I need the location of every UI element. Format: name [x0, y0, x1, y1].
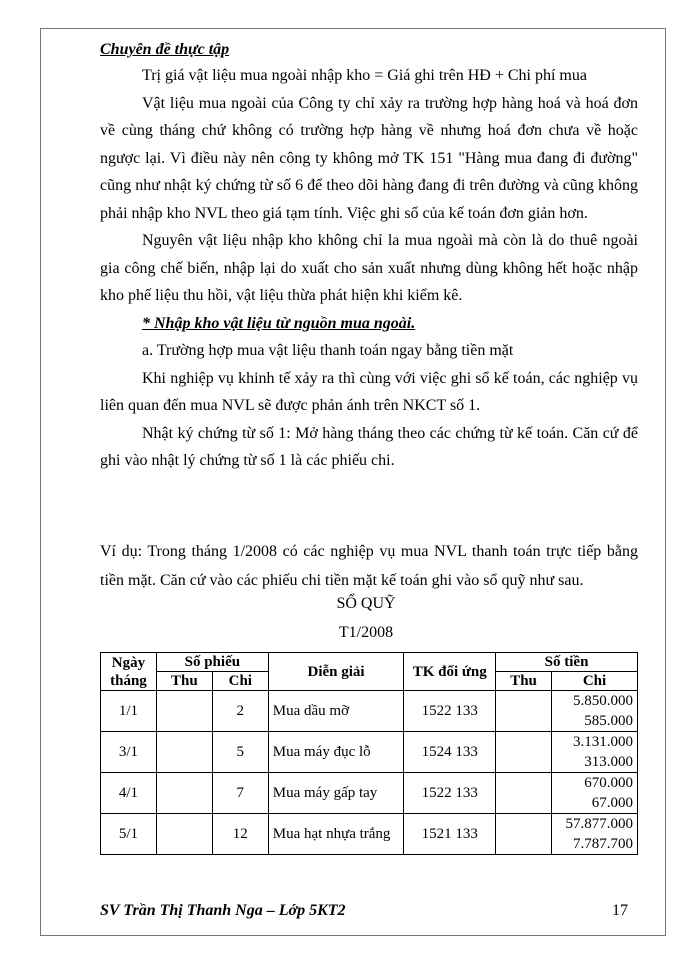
cash-ledger-table [100, 652, 638, 855]
paragraph: Nguyên vật liệu nhập kho không chỉ la mua ngoài mà còn là do thuê ngoài gia công chế biến, nhập lại do xuất cho sản xuất nhưng dùng không hết hoặc nhập kho phế liệu thu hồi, vật liệu thừa phát hiện khi kiểm kê. [100, 232, 638, 304]
cell-date: 3/1 [101, 732, 157, 773]
formula-line: Trị giá vật liệu mua ngoài nhập kho = Giá ghi trên HĐ + Chi phí mua [142, 67, 587, 84]
cell-payment: 12 [212, 814, 268, 855]
cell-receipt [156, 773, 212, 814]
cell-amount-out [552, 732, 638, 773]
header-receipt: Thu [156, 672, 212, 691]
cell-account: 1522 133 [404, 773, 496, 814]
header-amount: Số tiền [496, 653, 638, 672]
cell-description: Mua máy đục lỗ [268, 732, 404, 773]
header-voucher: Số phiếu [156, 653, 268, 672]
paragraph: Khi nghiệp vụ khinh tế xảy ra thì cùng với việc ghi sổ kế toán, các nghiệp vụ liên quan đến mua NVL sẽ được phản ánh trên NKCT số 1. [100, 369, 638, 414]
ledger-title: SỔ QUỸ [336, 595, 396, 612]
paragraph: a. Trường hợp mua vật liệu thanh toán ngay bằng tiền mặt [142, 342, 514, 359]
amount-out-line: 585.000 [584, 713, 633, 729]
amount-out-line: 7.787.700 [573, 836, 633, 852]
cell-amount-out [552, 814, 638, 855]
amount-out-line: 67.000 [591, 795, 633, 811]
paragraph: Nhật ký chứng từ số 1: Mở hàng tháng theo các chứng từ kế toán. Căn cứ để ghi vào nhật lý chứng từ số 1 là các phiếu chi. [100, 424, 638, 469]
cell-account: 1522 133 [404, 691, 496, 732]
amount-out-line: 57.877.000 [565, 816, 633, 832]
example-paragraph: Ví dụ: Trong tháng 1/2008 có các nghiệp vụ mua NVL thanh toán trực tiếp bằng tiền mặt. Căn cứ vào các phiếu chi tiền mặt kế toán ghi vào sổ quỹ như sau. [100, 543, 638, 589]
cell-description: Mua máy gấp tay [268, 773, 404, 814]
header-payment: Chi [212, 672, 268, 691]
header-date: Ngày tháng [101, 653, 157, 691]
page-header-title: Chuyên đề thực tập [100, 41, 230, 58]
header-amount-out: Chi [552, 672, 638, 691]
table-row [101, 814, 638, 855]
cell-amount-in [496, 732, 552, 773]
cell-payment: 5 [212, 732, 268, 773]
table-row [101, 732, 638, 773]
cell-payment: 2 [212, 691, 268, 732]
ledger-period: T1/2008 [338, 624, 394, 641]
amount-out-line: 313.000 [584, 754, 633, 770]
table-header-row [101, 653, 638, 672]
section-heading: * Nhập kho vật liệu từ nguồn mua ngoài. [142, 314, 416, 332]
cell-amount-out [552, 773, 638, 814]
header-account: TK đối ứng [404, 653, 496, 691]
cell-receipt [156, 814, 212, 855]
page-number: 17 [612, 902, 628, 919]
cell-date: 5/1 [101, 814, 157, 855]
paragraph: Vật liệu mua ngoài của Công ty chỉ xảy ra trường hợp hàng hoá và hoá đơn về cùng tháng chứ không có trường hợp hàng về nhưng hoá đơn chưa về hoặc ngược lại. Vì điều này nên công ty không mở TK 151 "Hàng mua đang đi đường" cũng như nhật ký chứng từ số 6 để theo dõi hàng đang đi trên đường và cũng không phải nhập kho NVL theo giá tạm tính. Việc ghi sổ của kế toán đơn giản hơn. [100, 94, 638, 222]
cell-amount-in [496, 814, 552, 855]
cell-amount-in [496, 691, 552, 732]
cell-description: Mua dầu mỡ [268, 691, 404, 732]
cell-payment: 7 [212, 773, 268, 814]
cell-receipt [156, 691, 212, 732]
cell-date: 1/1 [101, 691, 157, 732]
table-row [101, 773, 638, 814]
footer-author: SV Trần Thị Thanh Nga – Lớp 5KT2 [100, 902, 346, 919]
table-row [101, 691, 638, 732]
cell-description: Mua hạt nhựa trắng [268, 814, 404, 855]
cell-receipt [156, 732, 212, 773]
amount-out-line: 3.131.000 [573, 734, 633, 750]
header-amount-in: Thu [496, 672, 552, 691]
cell-account: 1521 133 [404, 814, 496, 855]
cell-amount-in [496, 773, 552, 814]
amount-out-line: 5.850.000 [573, 693, 633, 709]
cell-date: 4/1 [101, 773, 157, 814]
cell-amount-out [552, 691, 638, 732]
header-description: Diễn giải [268, 653, 404, 691]
document-body [100, 62, 638, 475]
amount-out-line: 670.000 [584, 775, 633, 791]
cell-account: 1524 133 [404, 732, 496, 773]
